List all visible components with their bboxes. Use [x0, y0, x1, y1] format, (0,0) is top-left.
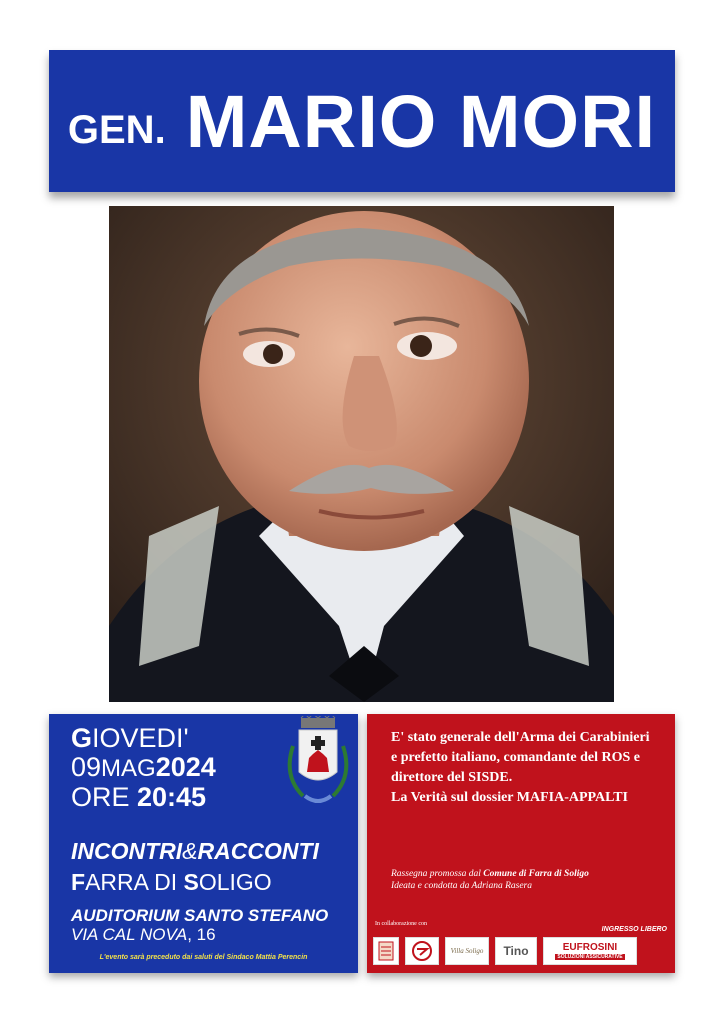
title-banner	[49, 50, 675, 192]
date-block	[71, 724, 216, 812]
time-line	[71, 783, 216, 812]
series-title	[71, 838, 319, 865]
town-end: OLIGO	[198, 869, 272, 895]
series-part-b: RACCONTI	[197, 838, 319, 864]
bio-paragraph: E' stato generale dell'Arma dei Carabinieri e prefetto italiano, comandante del ROS e direttore del SISDE.	[391, 730, 650, 785]
description-panel	[367, 714, 675, 973]
series-amp: &	[182, 838, 198, 864]
date-number: 09	[71, 752, 102, 782]
eufrosini-tagline: SOLUZIONI ASSICURATIVE	[557, 954, 623, 960]
title-name: MARIO MORI	[185, 79, 657, 163]
address-street: VIA CAL NOVA	[71, 925, 188, 944]
sponsor-logo-2	[405, 937, 439, 965]
date-line	[71, 753, 216, 783]
municipal-crest-icon	[283, 716, 353, 816]
portrait-illustration	[109, 206, 614, 702]
event-info-panel	[49, 714, 358, 973]
town-name	[71, 869, 272, 896]
series-part-a: INCONTRI	[71, 838, 183, 864]
sponsor-emblem-icon	[378, 941, 394, 961]
free-entry-label: INGRESSO LIBERO	[601, 926, 667, 933]
sponsor-logo-eufrosini	[543, 937, 637, 965]
title-prefix: GEN.	[67, 107, 166, 152]
town-initial-f: F	[71, 869, 86, 895]
time-label: ORE	[71, 782, 138, 812]
portrait-photo	[109, 206, 614, 702]
eufrosini-name: EUFROSINI	[562, 942, 618, 953]
sponsor-ribbon-icon	[411, 940, 433, 962]
event-footnote: L'evento sarà preceduto dai saluti del Sindaco Mattia Perencin	[99, 954, 308, 961]
day-line	[71, 724, 216, 753]
time-value: 20:45	[137, 782, 207, 812]
topic-paragraph: La Verità sul dossier MAFIA-APPALTI	[391, 790, 628, 805]
venue-name: AUDITORIUM SANTO STEFANO	[71, 906, 329, 925]
promo-comune: Comune di Farra di Soligo	[483, 869, 589, 879]
day-initial: G	[71, 723, 93, 753]
promo-prefix: Rassegna promossa dal	[391, 869, 484, 879]
date-month: MAG	[101, 755, 156, 782]
date-year: 2024	[155, 752, 216, 782]
day-rest: IOVEDI'	[92, 723, 189, 753]
sponsor-logo-1	[373, 937, 399, 965]
address-number: , 16	[187, 925, 216, 944]
description-text	[391, 728, 659, 808]
sponsor-logo-tino: Tino	[495, 937, 537, 965]
sponsor-logo-villa: Villa Soligo	[445, 937, 489, 965]
town-initial-s: S	[183, 869, 199, 895]
town-mid: ARRA DI	[85, 869, 184, 895]
promo-curator: Ideata e condotta da Adriana Rasera	[391, 881, 532, 891]
collaboration-label: In collaborazione con	[375, 921, 427, 927]
venue-address	[71, 925, 216, 945]
sponsor-logos	[373, 936, 669, 966]
promo-text	[391, 868, 663, 892]
